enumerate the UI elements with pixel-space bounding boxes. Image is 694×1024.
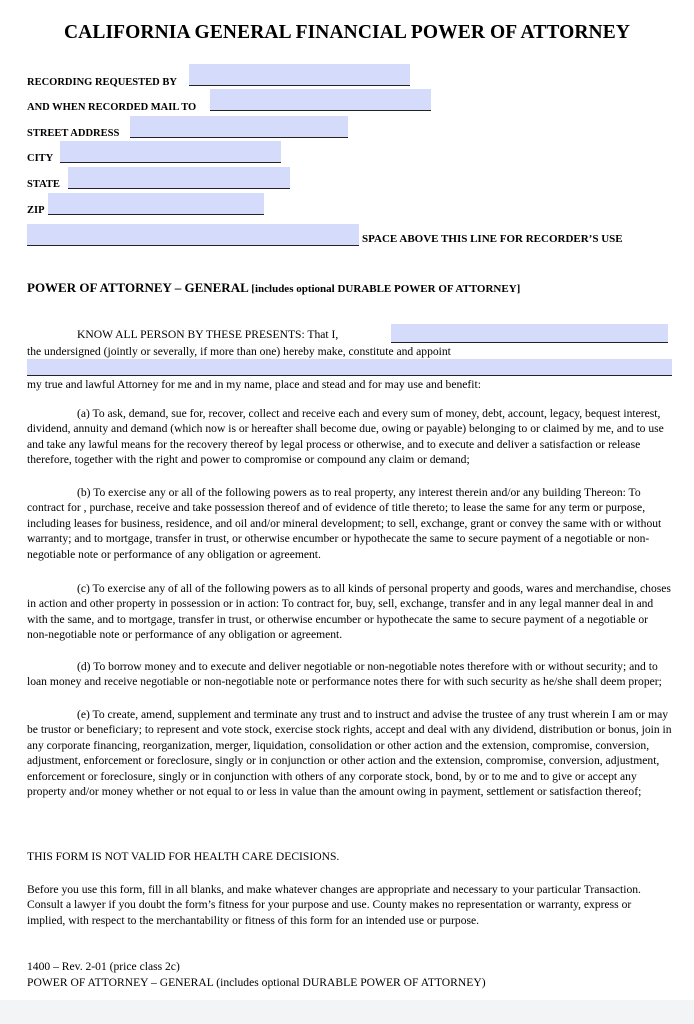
mail-to-field[interactable] (210, 89, 431, 111)
mail-to-label: AND WHEN RECORDED MAIL TO (27, 102, 197, 113)
recording-requested-by-label: RECORDING REQUESTED BY (27, 77, 177, 88)
recorder-use-label: SPACE ABOVE THIS LINE FOR RECORDER’S USE (362, 233, 623, 245)
street-address-label: STREET ADDRESS (27, 128, 120, 139)
section-heading (27, 280, 520, 296)
city-label: CITY (27, 153, 54, 164)
power-e: (e) To create, amend, supplement and terminate any trust and to instruct and advise the trustee of any trust wherein I am or may be trustor or beneficiary; to represent and vote stock, exercise stock rights, accept and deal with any dividend, distribution or bonus, join in any corporate financing, reorganization, merger, liquidation, consolidation or other action and the extension, compromise, conversion, adjustment, enforcement or foreclosure, singly or in conjunction or other action and the extension, compromise, conversion, adjustment, enforcement or foreclosure, singly or in conjunction with others of any corporate stock, bond, by or to me and to give or accept any property and/or money whether or not equal to or less in value than the amount owing in payment, settlement or satisfaction thereof; (27, 708, 672, 799)
power-b: (b) To exercise any or all of the following powers as to real property, any interest therein and/or any building Thereon: To contract for , purchase, receive and take possession thereof and of evidence of title thereto; to lease the same for any term or purpose, including leases for business, residence, and oil and/or mineral development; to sell, exchange, grant or convey the same with or without warranty; and to mortgage, transfer in trust, or otherwise encumber or hypothecate the same to secure payment of a negotiable or non-negotiable note or performance of any obligation or agreement. (27, 486, 662, 561)
health-care-notice: THIS FORM IS NOT VALID FOR HEALTH CARE DECISIONS. (27, 850, 340, 863)
true-lawful-text: my true and lawful Attorney for me and in my name, place and stead and for may use and benefit: (27, 378, 481, 391)
power-d: (d) To borrow money and to execute and deliver negotiable or non-negotiable notes therefore with or without security; and to loan money and receive negotiable or non-negotiable note or performance notes there for with such security as he/she shall deem proper; (27, 660, 662, 689)
city-field[interactable] (60, 141, 281, 163)
state-field[interactable] (68, 167, 290, 189)
recording-requested-by-field[interactable] (189, 64, 410, 86)
power-c: (c) To exercise any of all of the following powers as to all kinds of personal property and goods, wares and merchandise, choses in action and other property in possession or in action: To contract for, buy, sell, exchange, transfer and in any legal manner deal in and with the same, and to mortgage, transfer in trust, or otherwise encumber or hypothecate the same to secure payment of a negotiable or non-negotiable note or performance of any obligation or agreement. (27, 582, 671, 642)
recorder-line-field[interactable] (27, 224, 359, 246)
section-heading-text: POWER OF ATTORNEY – GENERAL (27, 280, 249, 295)
principal-name-field[interactable] (391, 324, 668, 343)
power-a: (a) To ask, demand, sue for, recover, collect and receive each and every sum of money, debt, account, legacy, bequest interest, dividend, annuity and demand (which now is or hereafter shall become due, owing or payable) belonging to or claimed by me, and to use and take any lawful means for the recovery thereof by legal process or otherwise, and to execute and deliver a satisfaction or release therefore, together with the right and power to compromise or compound any claim or demand; (27, 407, 664, 467)
section-heading-note: [includes optional DURABLE POWER OF ATTORNEY] (251, 283, 521, 295)
undersigned-text: the undersigned (jointly or severally, if more than one) hereby make, constitute and appoint (27, 345, 451, 358)
attorney-name-field[interactable] (27, 359, 672, 376)
footer-title: POWER OF ATTORNEY – GENERAL (includes optional DURABLE POWER OF ATTORNEY) (27, 976, 486, 989)
form-revision: 1400 – Rev. 2-01 (price class 2c) (27, 960, 180, 973)
document-title: CALIFORNIA GENERAL FINANCIAL POWER OF ATTORNEY (63, 22, 631, 43)
zip-field[interactable] (48, 193, 264, 215)
zip-label: ZIP (27, 205, 45, 216)
advisory-text: Before you use this form, fill in all blanks, and make whatever changes are appropriate and necessary to your particular Transaction. Consult a lawyer if you doubt the form’s fitness for your purpose and use. County makes no representation or warranty, express or implied, with respect to the merchantability or fitness of this form for an intended use or purpose. (27, 883, 641, 927)
page-bottom-strip (0, 1000, 694, 1024)
street-address-field[interactable] (130, 116, 348, 138)
state-label: STATE (27, 179, 60, 190)
know-all-text: KNOW ALL PERSON BY THESE PRESENTS: That I, (77, 328, 339, 341)
